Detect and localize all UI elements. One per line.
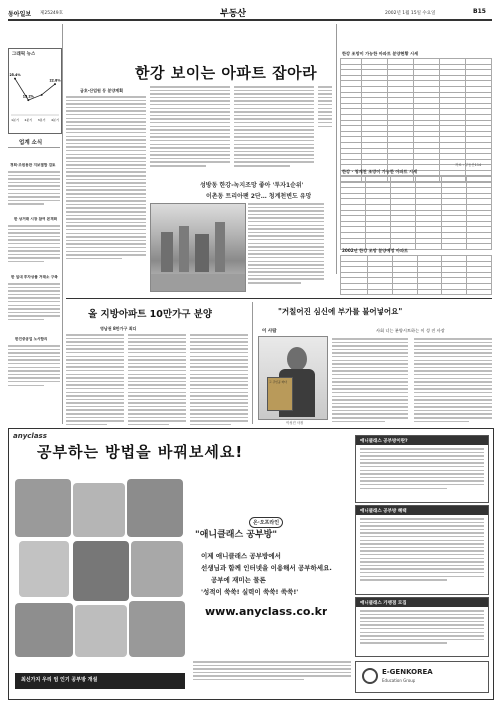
chart-point [41, 94, 43, 96]
sidebar-item-3: 한 일대 투자상품 거래소 구축 [11, 275, 58, 279]
middle-divider [66, 298, 492, 299]
ad-slogan-1: 이제 애니클래스 공부방에서 [201, 552, 281, 560]
ad-info-box-1: 애니클래스 공부방이란? [355, 435, 489, 503]
ad-online-badge: 온·오프라인 [249, 517, 283, 528]
ad-children-collage [15, 479, 185, 669]
ad-info-box-2: 애니클래스 공부방 혜택 [355, 505, 489, 595]
main-text-col3 [234, 86, 314, 169]
table3-title: 2002년 한강 조망 분양예정 아파트 [342, 248, 409, 253]
sidebar-text-4 [8, 345, 60, 388]
sidebar-text-2 [8, 225, 60, 265]
sub-text-col1 [66, 334, 124, 427]
sidebar-text-3 [8, 283, 60, 323]
main-text-col1 [66, 96, 146, 261]
page-number: B15 [473, 8, 486, 15]
interview-subtitle: 사회 너는 분양시트하는 이 성 진 사장 [376, 328, 445, 333]
sidebar-text-1 [8, 171, 60, 207]
main-subhead-2: 이촌동 트리아팬 2단… 청계천변도 유망 [206, 193, 312, 200]
han-river-apartments-photo [150, 203, 246, 292]
table2-title: 한강 · 청계천 조망이 가능한 아파트 시세 [342, 169, 418, 174]
chart-data-label: 22.8% [49, 78, 61, 83]
sidebar-item-4: 한진중공업 노사합의 [15, 337, 48, 341]
sub-headline: 올 지방아파트 10만가구 분양 [88, 309, 213, 320]
sidebar-vertical-rule [62, 24, 63, 424]
ad-footer-fineprint [193, 661, 351, 683]
ad-brand-banner: E-GENKOREA Education Group [355, 661, 489, 693]
main-text-col2 [150, 86, 230, 169]
sidebar-divider [8, 147, 60, 148]
chart-x-tick-label: 3분기 [37, 118, 46, 122]
table1-source-note: 자료 : 부동산114 [455, 163, 482, 167]
ad-info-box-3: 애니클래스 가맹점 모집 [355, 597, 489, 657]
sub-interview-divider [252, 302, 253, 424]
section-title: 부동산 [220, 9, 247, 19]
chart-data-label: 15.2% [22, 94, 34, 99]
interview-text-col1 [332, 338, 408, 424]
ad-url-link[interactable]: www.anyclass.co.kr [205, 605, 328, 618]
chart-point [14, 78, 16, 80]
interview-book: 그 주인공 바다 [267, 377, 293, 411]
sidebar-item-1: 경희·조원동판 지보결합 검토 [10, 163, 56, 167]
interview-caption: 이성진 사장 [286, 421, 304, 425]
ad-slogan-3: 공부에 재미는 물론 [211, 576, 266, 584]
chart-x-tick-label: 4분기 [51, 118, 59, 122]
ad-brand-logo: anyclass [13, 432, 47, 440]
sidebar-heading-industry: 업계 소식 [19, 140, 43, 146]
table1-title: 한강 조망이 가능한 아파트 분양현황 시세 [342, 51, 419, 56]
header-rule [8, 19, 492, 21]
sub-text-col2 [128, 334, 186, 427]
main-headline: 한강 보이는 아파트 잡아라 [135, 64, 318, 82]
main-subhead-1: 성방동 한강-녹지조망 좋아 '투자1순위' [200, 182, 304, 189]
graphic-news-title: 그래픽 뉴스 [12, 52, 36, 57]
main-text-col5 [248, 203, 324, 286]
ad-photo-banner: 최신가지 우리 엄 인기 공부방 개설 [15, 673, 185, 689]
ad-headline: 공부하는 방법을 바꿔보세요! [37, 443, 244, 461]
issue-number: 제25249호 [40, 11, 64, 16]
issue-date: 2002년 1월 15일 수요일 [385, 11, 436, 16]
ad-slogan-4: '성적이 쑥쑥! 실력이 쑥쑥! 쑥쑥!' [201, 588, 299, 596]
sidebar-item-2: 한 상거래 시장 참여 본격화 [14, 217, 58, 221]
quarterly-line-chart [9, 59, 61, 131]
chart-point [27, 99, 29, 101]
newspaper-name: 동아일보 [8, 11, 32, 18]
table3-planned-presale [340, 255, 492, 295]
interview-text-col2 [414, 338, 492, 424]
main-kicker: 금호·산업원 등 분양계획 [80, 88, 123, 93]
graphic-news-box [8, 48, 62, 134]
main-text-col4 [318, 86, 332, 129]
interview-quote: "거칠어진 심신에 부가를 불어넣어요" [278, 307, 403, 316]
table2-market-prices [340, 176, 492, 250]
sub-text-col3 [190, 334, 248, 427]
ad-slogan-2: 선생님과 함께 인터넷을 이용해서 공부하세요. [201, 564, 332, 572]
ad-tagline: "애니클래스 공부방" [195, 530, 278, 540]
interview-byline: 이 사람 [262, 329, 277, 334]
right-vertical-rule [336, 24, 337, 274]
chart-x-tick-label: 1분기 [11, 118, 19, 122]
chart-point [54, 83, 56, 85]
interview-portrait-photo [258, 336, 328, 420]
anyclass-ad [8, 428, 494, 700]
chart-data-label: 25.4% [9, 73, 21, 78]
sub-kicker: 영남권 8만가구 최다 [100, 326, 137, 331]
chart-x-tick-label: 2분기 [24, 118, 33, 122]
